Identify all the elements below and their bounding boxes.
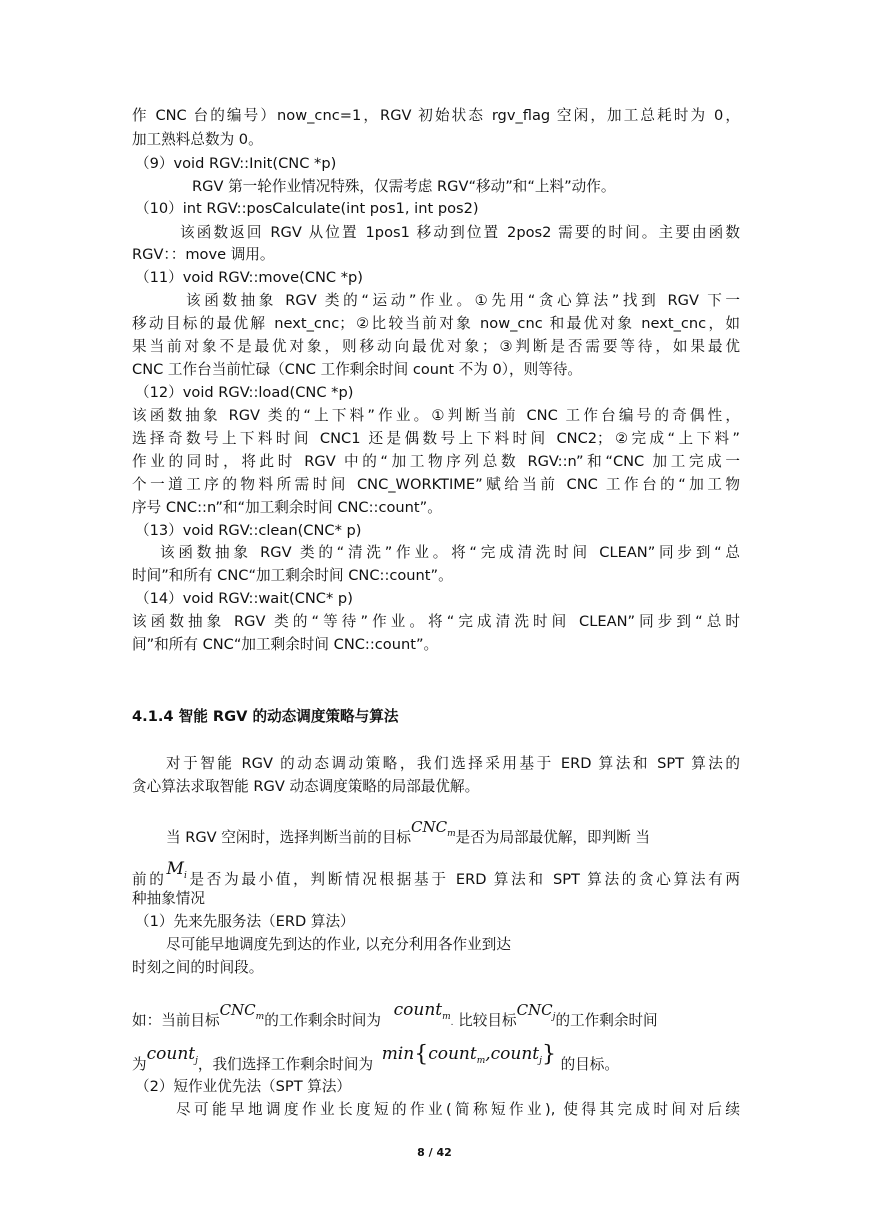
section-13-title: （13）void RGV::clean(CNC* p) (135, 522, 362, 539)
text-line: 时间”和所有 CNC“加工剩余时间 CNC::count”。 (132, 567, 453, 584)
math-symbol: M (166, 859, 184, 879)
text-span: ，我们选择工作剩余时间为 (197, 1056, 374, 1073)
text-span: 的工作剩余时间 (555, 1012, 658, 1029)
text-line: 加工熟料总数为 0。 (132, 131, 263, 148)
text-span: 比较目标 (458, 1012, 517, 1029)
math-brace: } (541, 1042, 556, 1067)
math-m-i (166, 859, 187, 888)
text-span: 前的 (132, 871, 167, 888)
text-span: 的目标。 (560, 1056, 619, 1073)
text-line: RGV：：move 调用。 (132, 246, 275, 263)
text-span: 是否为局部最优解，即判断 当 (455, 829, 651, 846)
text-line: 该函数抽象 RGV 类的“运动”作业。①先用“贪心算法”找到 RGV 下一 (186, 292, 740, 309)
text-span: 为 (132, 1056, 147, 1073)
math-symbol: count (393, 1000, 443, 1020)
section-11-title: （11）void RGV::move(CNC *p) (135, 269, 363, 286)
text-line: 序号 CNC::n”和“加工剩余时间 CNC::count”。 (132, 499, 442, 516)
math-symbol: count (490, 1044, 540, 1064)
text-line: RGV 第一轮作业情况特殊，仅需考虑 RGV“移动”和“上料”动作。 (192, 178, 616, 195)
text-line-with-math (132, 1042, 740, 1077)
text-line-with-math (132, 998, 740, 1035)
math-dot: . (450, 1018, 454, 1028)
spt-title: （2）短作业优先法（SPT 算法） (135, 1078, 352, 1095)
text-span: 的工作剩余时间为 (264, 1012, 381, 1029)
erd-title: （1）先来先服务法（ERD 算法） (135, 913, 355, 930)
section-12-title: （12）void RGV::load(CNC *p) (135, 384, 354, 401)
text-line: 间”和所有 CNC“加工剩余时间 CNC::count”。 (132, 636, 439, 653)
math-subscript: i (183, 871, 187, 881)
math-count-m (393, 1000, 451, 1029)
math-comma: , (485, 1044, 491, 1064)
math-symbol: count (428, 1044, 477, 1064)
text-line: 该函数抽象 RGV 类的“等待”作业。将“完成清洗时间 CLEAN”同步到“总时 (132, 613, 740, 630)
math-cnc-j (516, 1001, 556, 1029)
text-line: 贪心算法求取智能 RGV 动态调度策略的局部最优解。 (132, 778, 480, 795)
math-symbol: CNC (411, 818, 448, 836)
math-subscript: m (476, 1056, 486, 1066)
math-subscript: m (447, 829, 456, 839)
text-line: 尽可能早地调度作业长度短的作业(简称短作业), 使得其完成时间对后续 (176, 1101, 740, 1118)
math-subscript: m (442, 1012, 451, 1022)
text-span: 是否为最小值，判断情况根据基于 ERD 算法和 SPT 算法的贪心算法有两 (186, 871, 740, 888)
math-symbol: CNC (516, 1001, 553, 1019)
text-line: 作 CNC 台的编号）now_cnc=1，RGV 初始状态 rgv_flag 空闲，加工总耗时为 0， (132, 107, 740, 124)
section-heading: 4.1.4 智能 RGV 的动态调度策略与算法 (132, 708, 399, 725)
text-line: 作业的同时，将此时 RGV 中的“加工物序列总数 RGV::n”和“CNC 加工完成一 (132, 453, 740, 470)
section-9-title: （9）void RGV::Init(CNC *p) (135, 155, 337, 172)
page-number: 8 / 42 (417, 1146, 452, 1159)
text-line: 对于智能 RGV 的动态调动策略，我们选择采用基于 ERD 算法和 SPT 算法的 (166, 755, 740, 772)
text-span: 当 RGV 空闲时，选择判断当前的目标 (166, 829, 412, 846)
math-symbol: count (146, 1044, 196, 1064)
text-line: 选择奇数号上下料时间 CNC1 还是偶数号上下料时间 CNC2；②完成“上下料” (132, 430, 740, 447)
text-line-with-math (166, 815, 774, 850)
text-line: 该函数抽象 RGV 类的“清洗”作业。将“完成清洗时间 CLEAN”同步到“总 (160, 544, 740, 561)
section-14-title: （14）void RGV::wait(CNC* p) (135, 590, 353, 607)
text-span: 如：当前目标 (132, 1012, 220, 1029)
math-subscript: j (539, 1056, 542, 1066)
text-line: 该函数抽象 RGV 类的“上下料”作业。①判断当前 CNC 工作台编号的奇偶性， (132, 407, 740, 424)
math-subscript: j (552, 1012, 556, 1022)
math-symbol: CNC (219, 1001, 256, 1019)
text-line: 移动目标的最优解 next_cnc；②比较当前对象 now_cnc 和最优对象 next_cnc，如 (132, 315, 740, 332)
text-line: 种抽象情况 (132, 890, 205, 907)
math-cnc-m (411, 818, 456, 846)
text-line: 该函数返回 RGV 从位置 1pos1 移动到位置 2pos2 需要的时间。主要由函数 (180, 224, 740, 241)
text-line: 个一道工序的物料所需时间 CNC_WORKTIME”赋给当前 CNC 工作台的“加工物 (132, 476, 740, 493)
section-10-title: （10）int RGV::posCalculate(int pos1, int pos2) (135, 200, 479, 217)
math-count-j (146, 1044, 198, 1073)
text-line: CNC 工作台当前忙碌（CNC 工作剩余时间 count 不为 0），则等待。 (132, 361, 583, 378)
math-subscript: j (195, 1056, 198, 1066)
math-brace: { (414, 1042, 429, 1067)
text-line: 果当前对象不是最优对象，则移动向最优对象；③判断是否需要等待，如果最优 (132, 338, 740, 355)
math-cnc-m (219, 1001, 265, 1029)
text-line: 尽可能早地调度先到达的作业, 以充分利用各作业到达 (166, 936, 511, 953)
math-min: min (381, 1044, 415, 1064)
math-min-expression (381, 1042, 556, 1073)
math-subscript: m (255, 1012, 265, 1022)
text-line: 时刻之间的时间段。 (132, 959, 264, 976)
